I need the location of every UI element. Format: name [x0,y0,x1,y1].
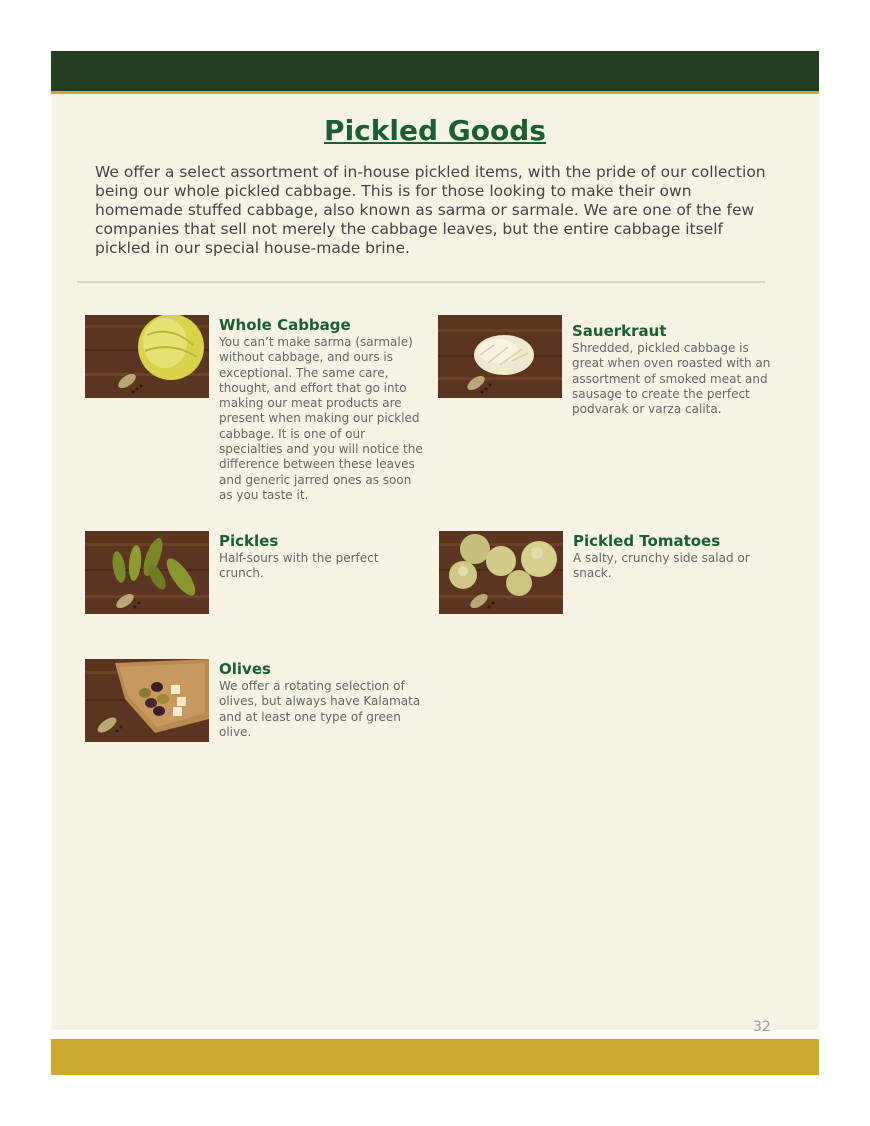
header-band [51,51,819,94]
item-title: Whole Cabbage [219,316,351,334]
item-description: Shredded, pickled cabbage is great when oven roasted with an assortment of smoked meat and sausage to create the perfect podvarak or varza calita. [572,341,771,417]
section-divider [77,281,765,283]
footer-band [51,1039,819,1075]
pickles-image [85,531,209,614]
whole-cabbage-image [85,315,209,398]
page-title: Pickled Goods [324,114,546,147]
page-panel [51,51,819,1035]
intro-paragraph: We offer a select assortment of in-house pickled items, with the pride of our collection being our whole pickled cabbage. This is for those looking to make their own homemade stuffed cabbage, also known as sarma or sarmale. We are one of the few companies that sell not merely the cabbage leaves, but the entire cabbage itself pickled in our special house-made brine. [95,163,766,257]
item-description: Half-sours with the perfect crunch. [219,551,379,581]
item-title: Pickles [219,532,279,550]
item-description: You can’t make sarma (sarmale) without cabbage, and ours is exceptional. The same care, thought, and effort that go into making our meat products are present when making our pickled cabbage. It is one of our specialties and you will notice the difference between these leaves and generic jarred ones as soon as you taste it. [219,335,423,502]
sauerkraut-image [438,315,562,398]
olives-image [85,659,209,742]
item-title: Sauerkraut [572,322,667,340]
item-title: Olives [219,660,271,678]
item-title: Pickled Tomatoes [573,532,721,550]
item-description: We offer a rotating selection of olives, but always have Kalamata and at least one type of green olive. [219,679,421,739]
pickled-tomatoes-image [439,531,563,614]
page-number: 32 [753,1019,771,1035]
item-description: A salty, crunchy side salad or snack. [573,551,750,581]
